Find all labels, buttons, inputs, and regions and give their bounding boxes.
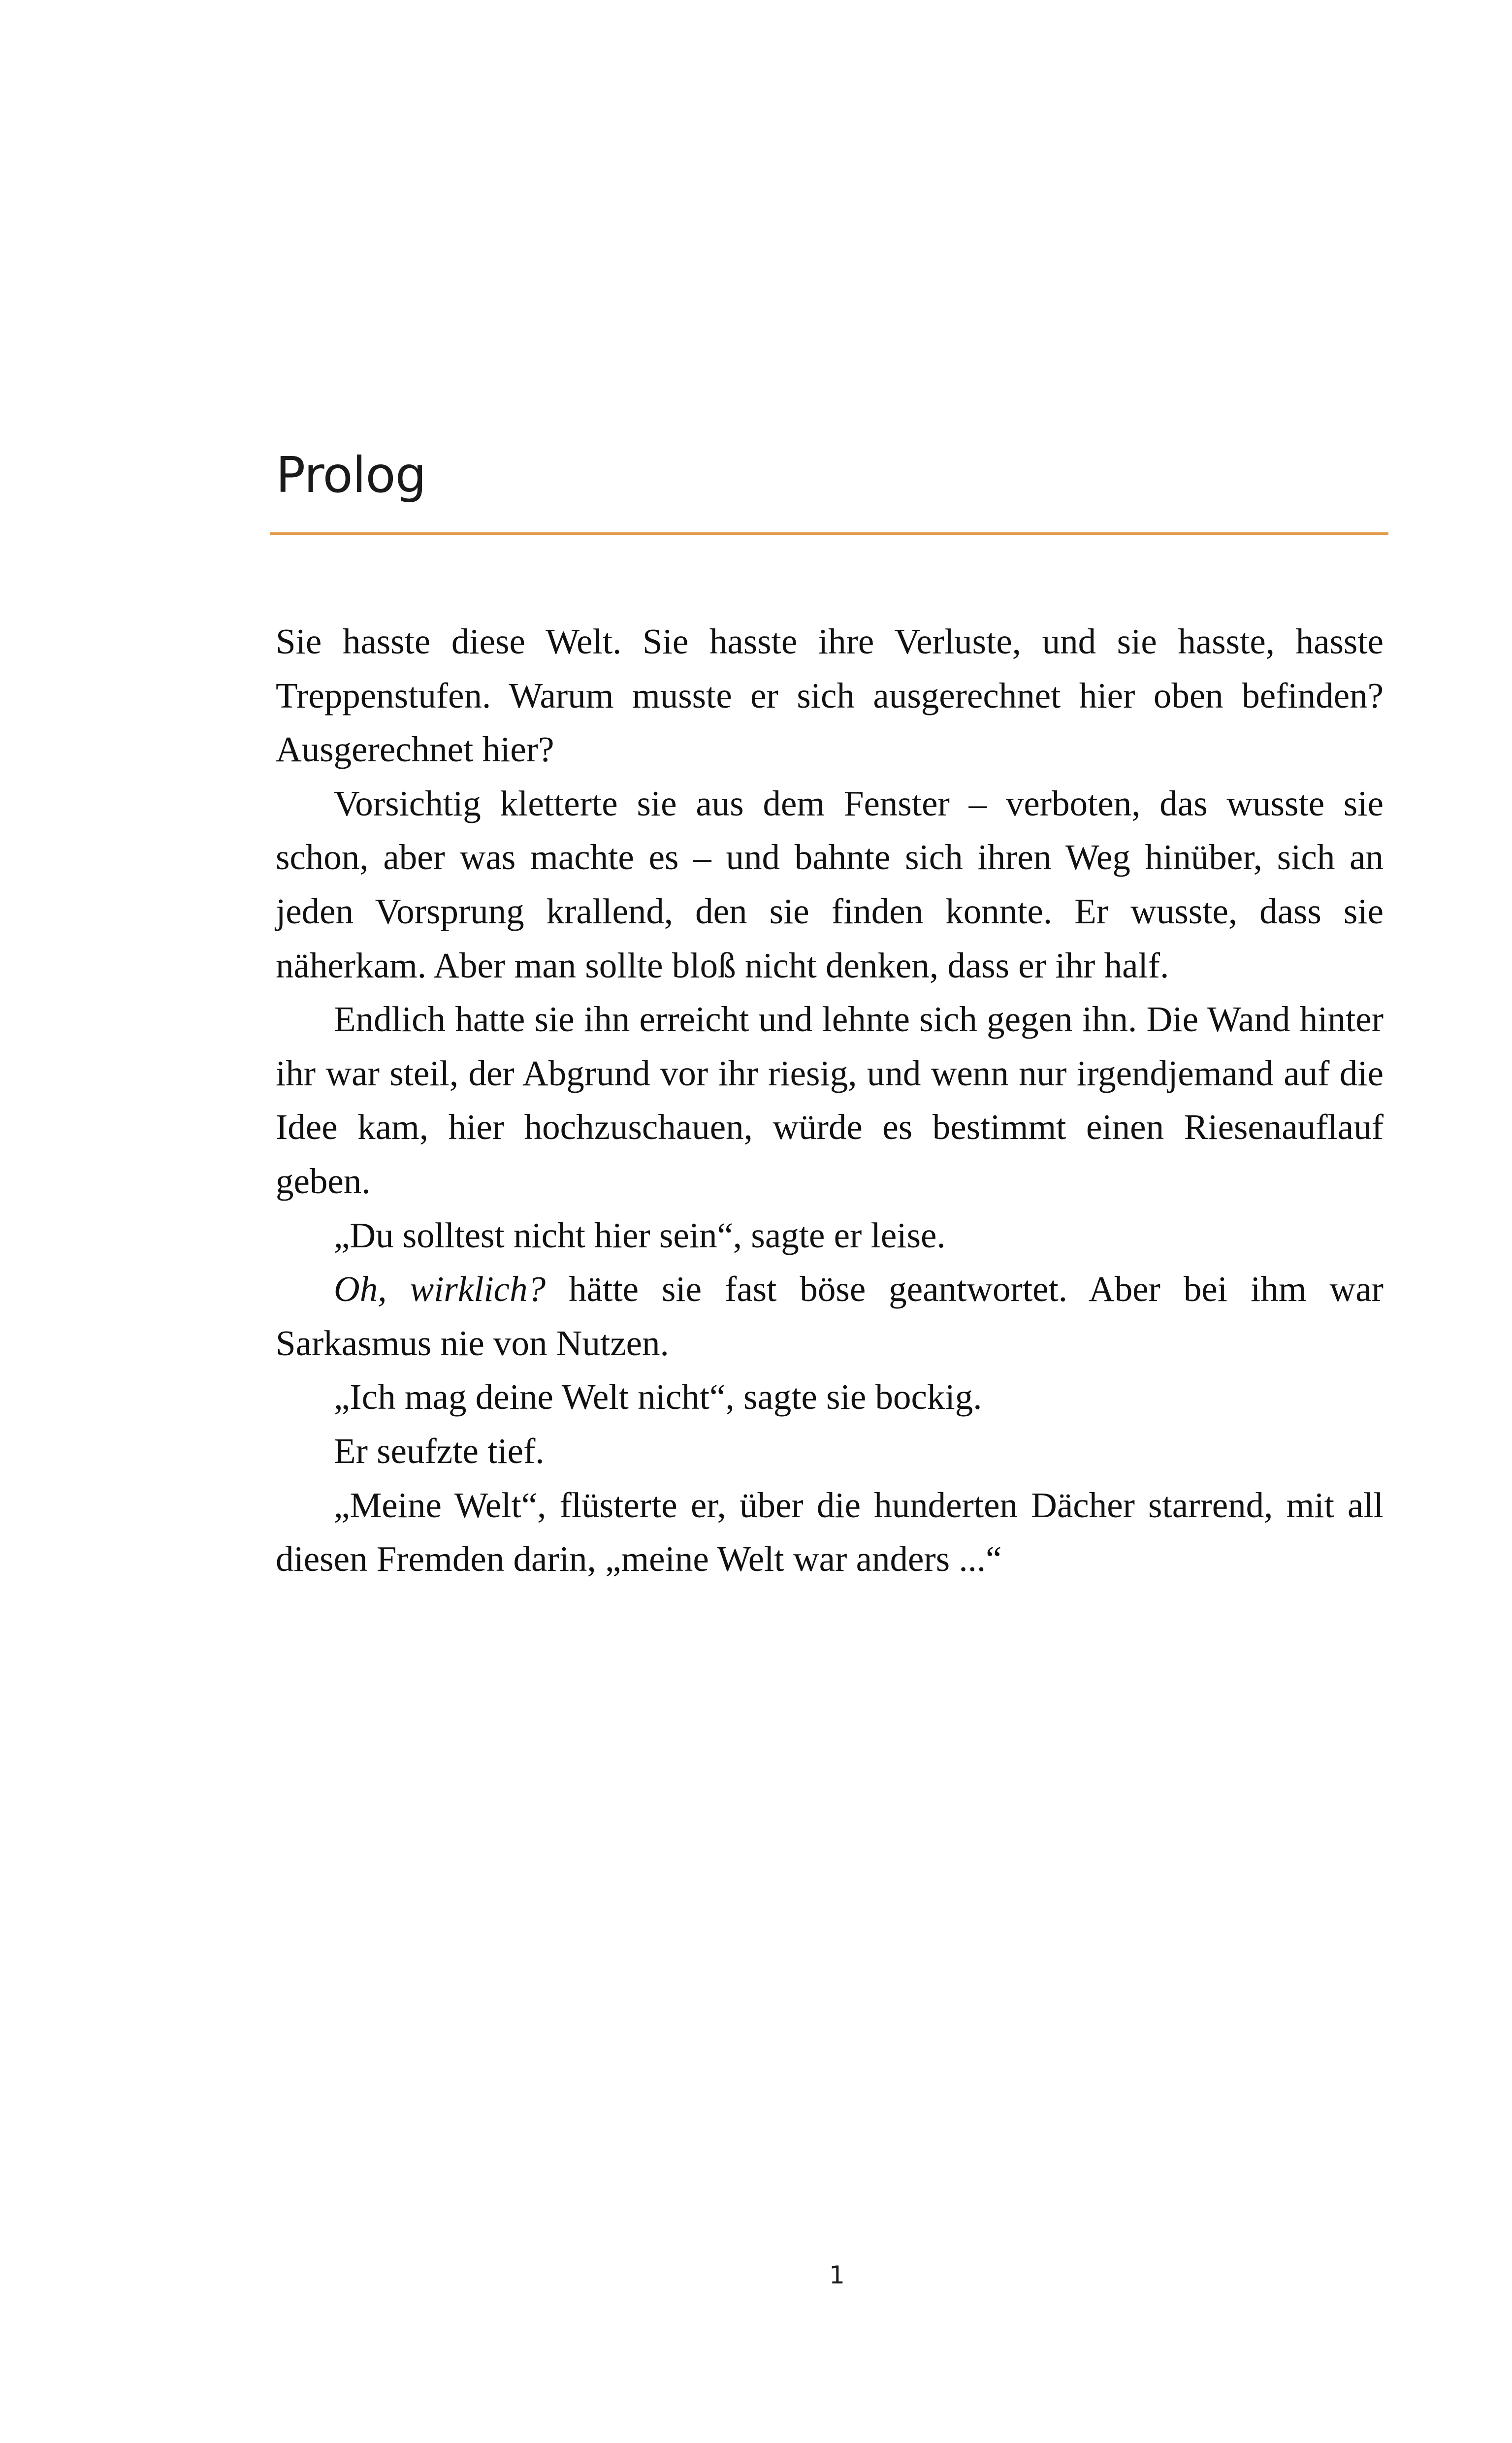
chapter-title: Prolog (276, 446, 426, 504)
paragraph-2: Vorsichtig kletterte sie aus dem Fenster – verboten, das wusste sie schon, aber was machte es – und bahnte sich ihren Weg hinüber, sich an jeden Vorsprung krallend, den sie finden konnte. Er wusste, dass sie näherkam. Aber man sollte bloß nicht denken, dass er ihr half. (276, 783, 1383, 985)
paragraph-5 (276, 1262, 1383, 1370)
title-underline (270, 532, 1388, 535)
italic-phrase: Oh, wirklich? (334, 1269, 546, 1309)
paragraph-5-rest: hätte sie fast böse geantwortet. Aber bei ihm war Sarkasmus nie von Nutzen. (276, 1269, 1383, 1363)
paragraph-8: „Meine Welt“, flüsterte er, über die hunderten Dächer starrend, mit all diesen Fremden darin, „meine Welt war anders ...“ (276, 1485, 1383, 1579)
paragraph-1: Sie hasste diese Welt. Sie hasste ihre Verluste, und sie hasste, hasste Treppenstufen. Warum musste er sich ausgerechnet hier oben befinden? Ausgerechnet hier? (276, 621, 1383, 770)
prologue-text (276, 615, 1383, 1586)
paragraph-4: „Du solltest nicht hier sein“, sagte er leise. (334, 1215, 946, 1255)
paragraph-3: Endlich hatte sie ihn erreicht und lehnte sich gegen ihn. Die Wand hinter ihr war steil, der Abgrund vor ihr riesig, und wenn nur irgendjemand auf die Idee kam, hier hochzuschauen, würde es bestimmt einen Riesenauflauf geben. (276, 999, 1383, 1201)
page-number: 1 (829, 2261, 845, 2289)
paragraph-7: Er seufzte tief. (334, 1431, 545, 1471)
paragraph-6: „Ich mag deine Welt nicht“, sagte sie bockig. (334, 1377, 982, 1417)
